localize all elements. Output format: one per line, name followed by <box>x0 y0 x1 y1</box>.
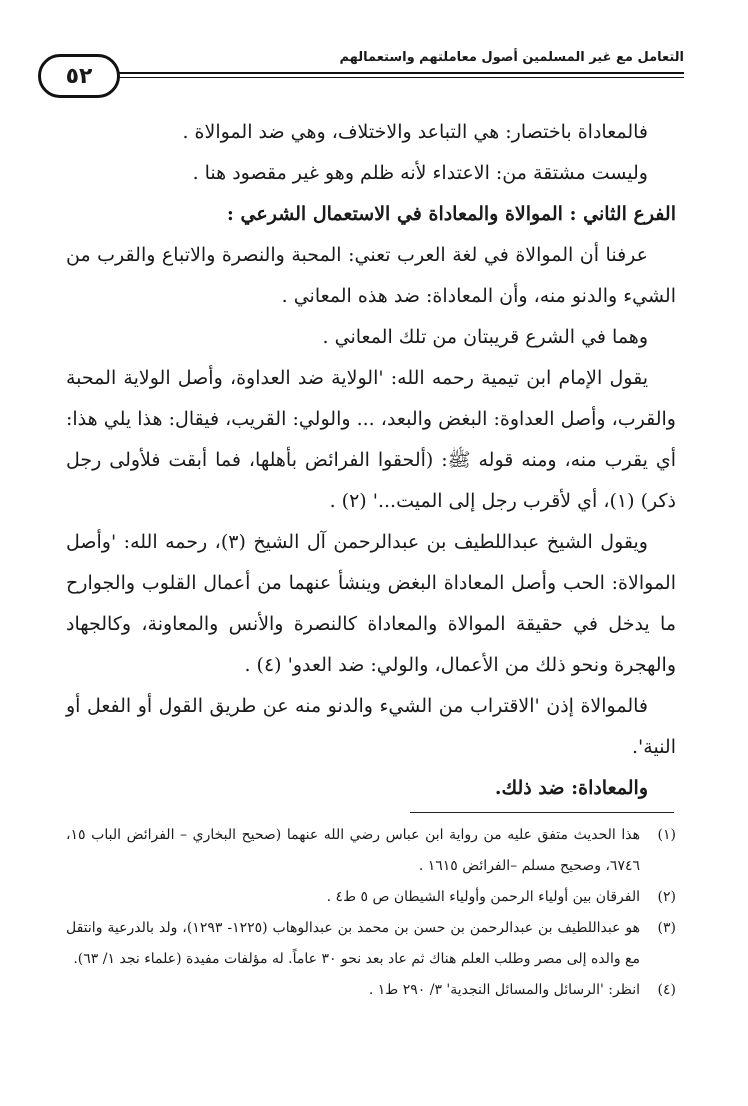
footnote <box>66 820 676 882</box>
main-text <box>66 112 676 809</box>
paragraph-conclusion: فالموالاة إذن 'الاقتراب من الشيء والدنو منه عن طريق القول أو الفعل أو النية'. <box>66 695 676 758</box>
footnote <box>66 882 676 913</box>
footnote-text: هو عبداللطيف بن عبدالرحمن بن حسن بن محمد بن عبدالوهاب (١٢٢٥- ١٢٩٣)، ولد بالدرعية وانتقل مع والده إلى مصر وطلب العلم هناك ثم عاد بعد نحو ٣٠ عاماً. له مؤلفات مفيدة (علماء نجد ١/ ٦٣). <box>66 920 640 967</box>
footnote-number: (٤) <box>657 982 676 998</box>
footnote-number: (٣) <box>657 920 676 936</box>
paragraph-abdullatif: ويقول الشيخ عبداللطيف بن عبدالرحمن آل الشيخ (٣)، رحمه الله: 'وأصل الموالاة: الحب وأصل المعاداة البغض وينشأ عنهما من أعمال القلوب والجوارح ما يدخل في حقيقة الموالاة والمعاداة كالنصرة والأنس والمعاونة، وكالجهاد والهجرة ونحو ذلك من الأعمال، والولي: ضد العدو' (٤) . <box>66 531 676 676</box>
footnote-text: الفرقان بين أولياء الرحمن وأولياء الشيطان ص ٥ ط٤ . <box>326 889 640 905</box>
paragraph-ibn-taymiyyah: يقول الإمام ابن تيمية رحمه الله: 'الولاية ضد العداوة، وأصل الولاية المحبة والقرب، وأصل العداوة: البغض والبعد، ... والولي: القريب، فيقال: هذا يلي هذا: أي يقرب منه، ومنه قوله ﷺ: (ألحقوا الفرائض بأهلها، فما أبقت فلأولى رجل ذكر) (١)، أي لأقرب رجل إلى الميت...' (٢) . <box>66 367 676 512</box>
footnote-number: (٢) <box>657 889 676 905</box>
footnote-text: هذا الحديث متفق عليه من رواية ابن عباس رضي الله عنهما (صحيح البخاري – الفرائض الباب ١٥، ٦٧٤٦، وصحيح مسلم –الفرائض ١٦١٥ . <box>66 827 640 874</box>
footnote <box>66 913 676 975</box>
footnote-number: (١) <box>657 827 676 843</box>
running-header <box>0 44 748 104</box>
section-heading: الفرع الثاني : الموالاة والمعاداة في الاستعمال الشرعي : <box>226 203 676 225</box>
header-rule <box>104 72 684 74</box>
paragraph-3: عرفنا أن الموالاة في لغة العرب تعني: المحبة والنصرة والاتباع والقرب من الشيء والدنو منه، وأن المعاداة: ضد هذه المعاني . <box>66 244 676 307</box>
footnote <box>66 975 676 1006</box>
footnote-text: انظر: 'الرسائل والمسائل النجدية' ٣/ ٢٩٠ ط١ . <box>368 982 640 998</box>
paragraph-final: والمعاداة: ضد ذلك. <box>494 777 648 799</box>
footnotes <box>66 820 676 1006</box>
header-rule-thin <box>104 77 684 78</box>
footnote-separator <box>410 812 674 813</box>
paragraph-1: فالمعاداة باختصار: هي التباعد والاختلاف، وهي ضد الموالاة . <box>182 121 648 143</box>
paragraph-2: وليست مشتقة من: الاعتداء لأنه ظلم وهو غير مقصود هنا . <box>192 162 648 184</box>
running-title: التعامل مع غير المسلمين أصول معاملتهم واستعمالهم <box>339 50 684 65</box>
paragraph-4: وهما في الشرع قريبتان من تلك المعاني . <box>322 326 648 348</box>
page-number: ٥٢ <box>38 54 120 98</box>
